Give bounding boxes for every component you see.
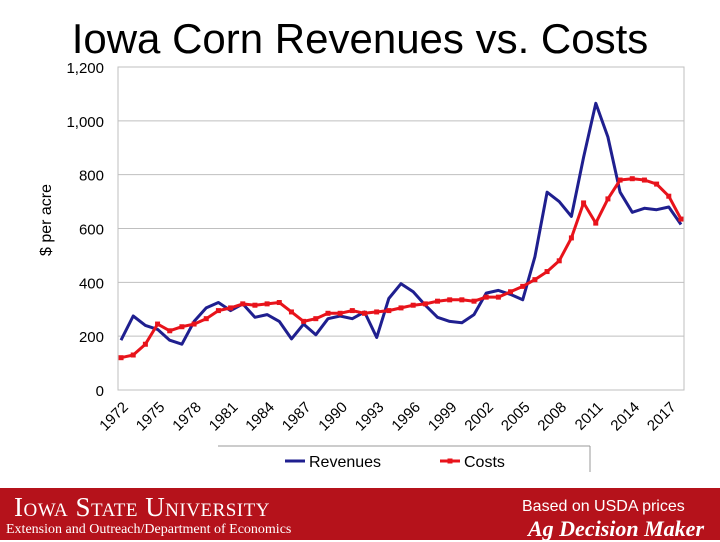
costs-point [289, 309, 294, 314]
costs-point [179, 324, 184, 329]
costs-point [338, 311, 343, 316]
costs-point [593, 221, 598, 226]
x-tick-label: 1999 [424, 398, 461, 435]
y-tick-label: 1,000 [66, 113, 104, 131]
costs-point [557, 258, 562, 263]
page-title: Iowa Corn Revenues vs. Costs [71, 15, 649, 62]
costs-point [192, 322, 197, 327]
legend-costs-label: Costs [464, 454, 505, 471]
y-axis-label: $ per acre [38, 183, 55, 257]
x-tick-label: 2017 [643, 398, 680, 435]
x-tick-label: 1990 [315, 398, 351, 435]
costs-point [155, 322, 160, 327]
costs-point [666, 194, 671, 199]
costs-point [654, 182, 659, 187]
costs-point [520, 284, 525, 289]
costs-point [216, 308, 221, 313]
costs-point [472, 299, 477, 304]
costs-point [532, 277, 537, 282]
y-tick-label: 1,200 [66, 60, 104, 77]
x-tick-label: 2002 [461, 398, 498, 435]
costs-point [386, 308, 391, 313]
costs-point [411, 303, 416, 308]
costs-point [313, 316, 318, 321]
brand-logo: Ag Decision Maker [528, 516, 704, 541]
x-tick-label: 1978 [169, 398, 205, 435]
costs-point [569, 235, 574, 240]
costs-point [301, 319, 306, 324]
x-tick-label: 2011 [571, 398, 607, 434]
x-tick-label: 2014 [607, 398, 644, 435]
costs-point [678, 217, 683, 222]
costs-point [228, 305, 233, 310]
costs-point [204, 316, 209, 321]
costs-point [435, 299, 440, 304]
costs-point [630, 176, 635, 181]
costs-point [508, 289, 513, 294]
legend [218, 446, 590, 472]
legend-revenues-label: Revenues [309, 454, 382, 471]
x-tick-label: 1975 [132, 398, 169, 435]
costs-point [252, 303, 257, 308]
costs-point [545, 269, 550, 274]
costs-point [277, 300, 282, 305]
costs-point [618, 178, 623, 183]
legend-costs-marker [448, 459, 453, 464]
y-tick-label: 200 [78, 329, 104, 347]
costs-point [399, 305, 404, 310]
costs-point [642, 178, 647, 183]
series [119, 103, 684, 360]
y-tick-label: 800 [78, 167, 104, 185]
costs-point [143, 342, 148, 347]
y-tick-label: 400 [78, 275, 104, 293]
costs-point [265, 301, 270, 306]
department-text: Extension and Outreach/Department of Economics [6, 522, 292, 537]
x-tick-label: 1972 [96, 398, 132, 435]
costs-point [447, 297, 452, 302]
costs-point [362, 311, 367, 316]
x-tick-label: 1993 [351, 398, 388, 435]
costs-point [581, 200, 586, 205]
costs-point [325, 311, 330, 316]
x-tick-label: 1996 [388, 398, 425, 435]
y-tick-label: 0 [95, 383, 104, 400]
costs-point [374, 309, 379, 314]
x-tick-label: 1981 [205, 398, 242, 435]
costs-point [459, 297, 464, 302]
costs-point [605, 196, 610, 201]
costs-point [423, 301, 428, 306]
costs-line [121, 179, 681, 358]
costs-point [167, 328, 172, 333]
x-tick-label: 2008 [534, 398, 571, 435]
y-tick-label: 600 [78, 221, 104, 239]
isu-logo: Iowa State University [14, 492, 270, 522]
x-tick-label: 1984 [242, 398, 278, 435]
source-note: Based on USDA prices [522, 498, 685, 515]
costs-point [119, 355, 124, 360]
costs-point [496, 295, 501, 300]
costs-point [240, 301, 245, 306]
x-tick-label: 2005 [497, 398, 534, 435]
axes [66, 60, 679, 434]
costs-point [484, 295, 489, 300]
costs-point [350, 308, 355, 313]
x-tick-label: 1987 [278, 398, 315, 435]
footer-bar [0, 488, 720, 540]
costs-point [131, 353, 136, 358]
